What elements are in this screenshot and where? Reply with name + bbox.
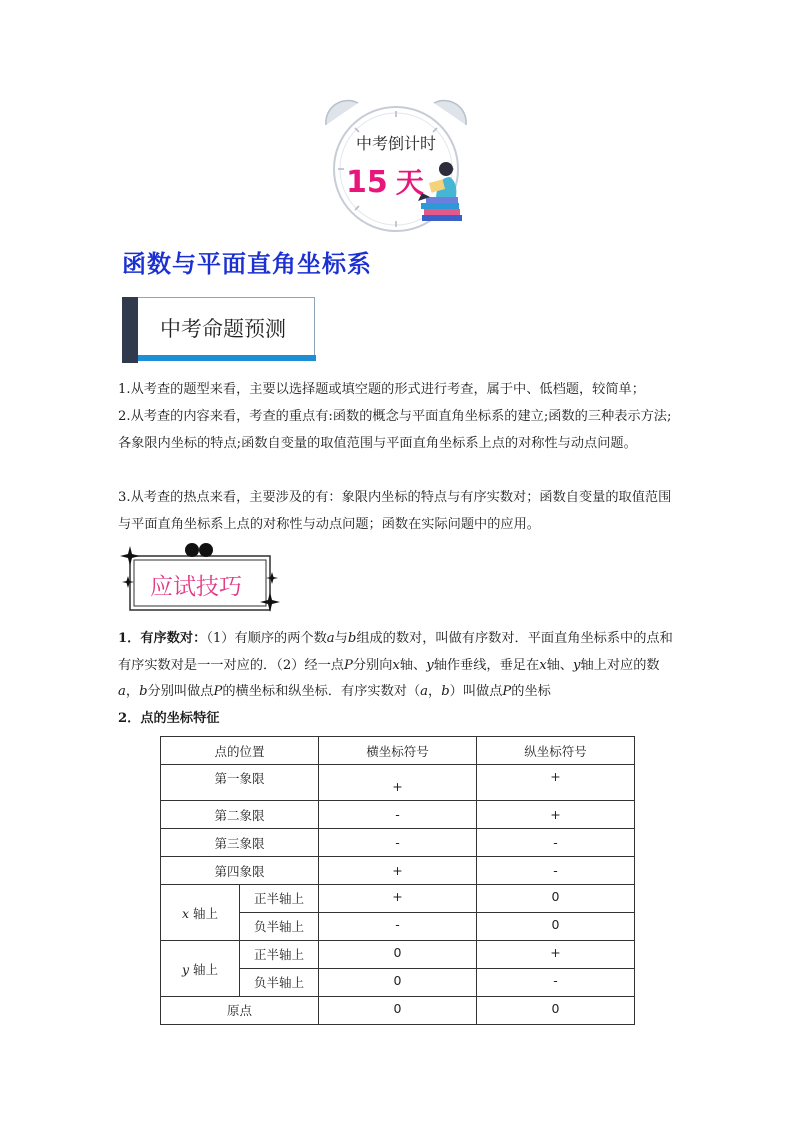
math-var: y (426, 657, 434, 673)
tip-text: 的坐标 (511, 684, 551, 699)
tip-text: 与 (334, 631, 348, 646)
math-var: b (347, 631, 357, 646)
table-row (161, 857, 635, 885)
countdown-days (346, 161, 424, 201)
axis-label: 轴上 (193, 961, 219, 977)
position-cell: 原点 (161, 997, 319, 1025)
section-heading: 应试技巧 (150, 574, 242, 600)
position-cell: 第四象限 (161, 857, 319, 885)
x-sign-cell: 0 (319, 969, 477, 997)
countdown-badge (318, 97, 474, 233)
x-sign-cell: - (319, 801, 477, 829)
math-var: P (502, 684, 512, 699)
countdown-days-unit: 天 (395, 166, 424, 199)
math-var: b (441, 684, 450, 699)
header-cell: 横坐标符号 (319, 737, 477, 765)
sub-position-cell: 正半轴上 (240, 885, 319, 913)
table-row (161, 941, 635, 969)
tip-text: 轴作垂线，垂足在 (433, 657, 540, 673)
y-sign-cell: 0 (477, 997, 635, 1025)
x-sign-cell: - (319, 913, 477, 941)
axis-label: 轴上 (193, 905, 219, 921)
header-cell: 点的位置 (161, 737, 319, 765)
position-cell: 第一象限 (161, 765, 319, 801)
tip-text: 轴上对应的数 (580, 657, 660, 673)
axis-group-cell (161, 941, 240, 997)
sub-position-cell: 正半轴上 (240, 941, 319, 969)
math-var: a (118, 684, 126, 699)
tip-text: ， (428, 684, 442, 699)
x-sign-cell: + (319, 885, 477, 913)
x-sign-cell: 0 (319, 997, 477, 1025)
math-var: P (213, 684, 223, 699)
tip-text: ， (125, 684, 140, 699)
prediction-item-1: 1.从考查的题型来看，主要以选择题或填空题的形式进行考查，属于中、低档题，较简单； (118, 382, 645, 397)
table-header-row (161, 737, 635, 765)
x-sign-cell: - (319, 829, 477, 857)
math-var: x (181, 905, 190, 921)
x-sign-cell: + (319, 857, 477, 885)
math-var: a (420, 684, 429, 699)
tip-text: ）叫做点 (449, 684, 503, 699)
math-var: b (139, 684, 148, 699)
countdown-label: 中考倒计时 (355, 134, 436, 153)
table-row (161, 997, 635, 1025)
table-row (161, 829, 635, 857)
math-var: y (181, 961, 190, 977)
tip-text: 轴、 (399, 657, 427, 673)
tip-number: 1． (118, 631, 141, 646)
tips-content (118, 626, 678, 732)
x-sign-cell: + (319, 765, 477, 801)
tip-text: 分别叫做点 (147, 684, 214, 699)
y-sign-cell: + (477, 765, 635, 801)
tip-text: 分别向 (352, 657, 393, 673)
section-banner-predictions (122, 297, 316, 363)
math-var: a (326, 631, 335, 646)
axis-group-cell (161, 885, 240, 941)
math-var: x (392, 657, 400, 673)
tip-text: （1）有顺序的两个数 (206, 631, 327, 646)
y-sign-cell: - (477, 829, 635, 857)
prediction-item-2: 2.从考查的内容来看，考查的重点有:函数的概念与平面直角坐标系的建立;函数的三种表示方法;各象限内坐标的特点;函数自变量的取值范围与平面直角坐标系上点的对称性与动点问题。 (118, 409, 672, 451)
table-row (161, 885, 635, 913)
banner-stripe (138, 355, 316, 361)
position-cell: 第三象限 (161, 829, 319, 857)
sub-position-cell: 负半轴上 (240, 913, 319, 941)
page-title: 函数与平面直角坐标系 (122, 250, 372, 278)
tip-text: 轴、 (546, 657, 573, 673)
tip-item-1 (118, 626, 678, 706)
y-sign-cell: - (477, 857, 635, 885)
countdown-days-number: 15 (346, 165, 388, 200)
math-var: x (539, 657, 547, 673)
math-var: P (343, 657, 353, 673)
math-var: y (573, 657, 581, 673)
position-cell: 第二象限 (161, 801, 319, 829)
section-heading: 中考命题预测 (160, 317, 286, 341)
x-sign-cell: 0 (319, 941, 477, 969)
header-cell: 纵坐标符号 (477, 737, 635, 765)
tip-heading: 有序数对： (140, 631, 207, 646)
y-sign-cell: 0 (477, 913, 635, 941)
tip-item-2: 2．点的坐标特征 (118, 710, 220, 726)
y-sign-cell: - (477, 969, 635, 997)
table-row (161, 801, 635, 829)
prediction-item-3: 3.从考查的热点来看，主要涉及的有：象限内坐标的特点与有序实数对；函数自变量的取值范围与平面直角坐标系上点的对称性与动点问题；函数在实际问题中的应用。 (118, 490, 672, 532)
section-banner-tips (120, 542, 280, 618)
coordinate-sign-table (160, 736, 635, 1025)
tip-text: 组成的数对，叫做有序数对．平面直角坐标系中的点和有序实数对是一一对应的．（2）经一点 (118, 631, 673, 673)
y-sign-cell: + (477, 801, 635, 829)
sub-position-cell: 负半轴上 (240, 969, 319, 997)
banner-dark-bar (122, 297, 138, 363)
tip-text: 的横坐标和纵坐标．有序实数对（ (222, 684, 421, 699)
table-row (161, 765, 635, 801)
y-sign-cell: 0 (477, 885, 635, 913)
y-sign-cell: + (477, 941, 635, 969)
